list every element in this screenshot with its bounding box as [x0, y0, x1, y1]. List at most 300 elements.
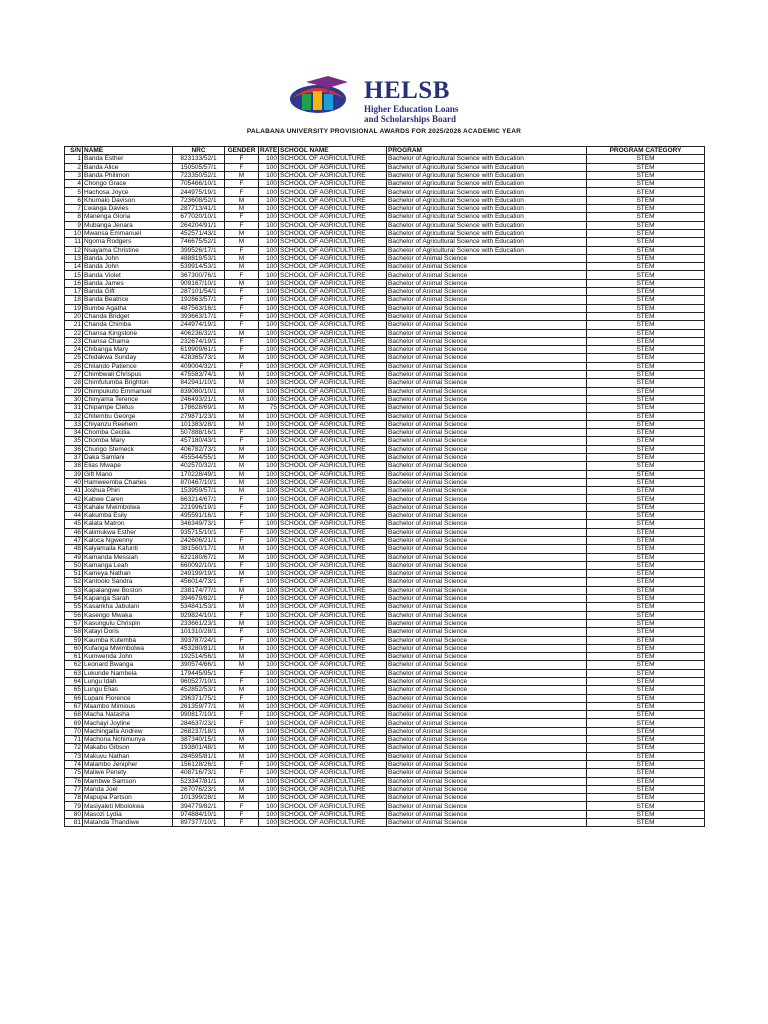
column-header-school-name: SCHOOL NAME	[279, 147, 387, 155]
cell-school-name: SCHOOL OF AGRICULTURE	[279, 420, 387, 428]
cell-school-name: SCHOOL OF AGRICULTURE	[279, 545, 387, 553]
cell-nrc: 495591/16/1	[173, 512, 225, 520]
cell-program-category: STEM	[587, 545, 705, 553]
cell-school-name: SCHOOL OF AGRICULTURE	[279, 254, 387, 262]
cell-name: Malambo Jenipher	[83, 760, 173, 768]
cell-rate: 100	[259, 644, 279, 652]
cell-nrc: 296371/75/1	[173, 694, 225, 702]
cell-sn: 20	[65, 312, 83, 320]
cell-gender: F	[225, 611, 259, 619]
cell-program: Bachelor of Animal Science	[387, 362, 587, 370]
cell-program-category: STEM	[587, 802, 705, 810]
cell-gender: F	[225, 246, 259, 254]
table-row	[65, 487, 705, 495]
cell-program-category: STEM	[587, 362, 705, 370]
cell-school-name: SCHOOL OF AGRICULTURE	[279, 578, 387, 586]
cell-sn: 46	[65, 528, 83, 536]
cell-school-name: SCHOOL OF AGRICULTURE	[279, 470, 387, 478]
cell-rate: 100	[259, 520, 279, 528]
cell-rate: 100	[259, 553, 279, 561]
cell-program-category: STEM	[587, 644, 705, 652]
cell-rate: 100	[259, 561, 279, 569]
table-row	[65, 288, 705, 296]
cell-program: Bachelor of Animal Science	[387, 702, 587, 710]
cell-program-category: STEM	[587, 553, 705, 561]
cell-name: Lupani Florence	[83, 694, 173, 702]
table-row	[65, 263, 705, 271]
cell-program: Bachelor of Animal Science	[387, 736, 587, 744]
page-title: PALABANA UNIVERSITY PROVISIONAL AWARDS FOR 2025/2026 ACADEMIC YEAR	[246, 128, 522, 135]
cell-nrc: 523347/81/1	[173, 777, 225, 785]
cell-rate: 100	[259, 636, 279, 644]
cell-sn: 54	[65, 595, 83, 603]
cell-program: Bachelor of Animal Science	[387, 553, 587, 561]
cell-program: Bachelor of Animal Science	[387, 288, 587, 296]
cell-rate: 100	[259, 487, 279, 495]
cell-program-category: STEM	[587, 628, 705, 636]
cell-school-name: SCHOOL OF AGRICULTURE	[279, 694, 387, 702]
cell-nrc: 619909/61/1	[173, 346, 225, 354]
cell-program-category: STEM	[587, 412, 705, 420]
table-row	[65, 719, 705, 727]
cell-school-name: SCHOOL OF AGRICULTURE	[279, 478, 387, 486]
cell-name: Hamweemba Charles	[83, 478, 173, 486]
cell-program: Bachelor of Animal Science	[387, 777, 587, 785]
cell-sn: 11	[65, 238, 83, 246]
table-row	[65, 171, 705, 179]
cell-sn: 75	[65, 769, 83, 777]
cell-gender: F	[225, 760, 259, 768]
table-row	[65, 478, 705, 486]
table-row	[65, 271, 705, 279]
table-row	[65, 470, 705, 478]
cell-gender: M	[225, 478, 259, 486]
table-row	[65, 437, 705, 445]
cell-school-name: SCHOOL OF AGRICULTURE	[279, 711, 387, 719]
cell-school-name: SCHOOL OF AGRICULTURE	[279, 329, 387, 337]
table-row	[65, 628, 705, 636]
cell-rate: 100	[259, 420, 279, 428]
cell-program: Bachelor of Animal Science	[387, 429, 587, 437]
cell-sn: 68	[65, 711, 83, 719]
cell-nrc: 622180/67/1	[173, 553, 225, 561]
cell-name: Manenga Gloria	[83, 213, 173, 221]
cell-name: Kasungulu Chrispin	[83, 619, 173, 627]
cell-sn: 16	[65, 279, 83, 287]
cell-nrc: 279871/23/1	[173, 412, 225, 420]
cell-nrc: 284595/81/1	[173, 752, 225, 760]
table-row	[65, 702, 705, 710]
cell-school-name: SCHOOL OF AGRICULTURE	[279, 678, 387, 686]
cell-program: Bachelor of Animal Science	[387, 570, 587, 578]
cell-program: Bachelor of Animal Science	[387, 653, 587, 661]
cell-school-name: SCHOOL OF AGRICULTURE	[279, 180, 387, 188]
cell-nrc: 244974/19/1	[173, 321, 225, 329]
cell-rate: 100	[259, 769, 279, 777]
cell-school-name: SCHOOL OF AGRICULTURE	[279, 387, 387, 395]
cell-sn: 70	[65, 727, 83, 735]
cell-school-name: SCHOOL OF AGRICULTURE	[279, 412, 387, 420]
table-row	[65, 395, 705, 403]
cell-program-category: STEM	[587, 437, 705, 445]
cell-nrc: 488819/53/1	[173, 254, 225, 262]
table-row	[65, 453, 705, 461]
cell-nrc: 534841/53/1	[173, 603, 225, 611]
cell-nrc: 842941/10/1	[173, 379, 225, 387]
cell-nrc: 192514/56/1	[173, 653, 225, 661]
cell-program: Bachelor of Animal Science	[387, 304, 587, 312]
cell-program-category: STEM	[587, 155, 705, 163]
cell-name: Chimfutumba Brighton	[83, 379, 173, 387]
cell-gender: F	[225, 528, 259, 536]
cell-name: Chidakwa Sunday	[83, 354, 173, 362]
cell-nrc: 406236/32/1	[173, 329, 225, 337]
table-row	[65, 213, 705, 221]
cell-program-category: STEM	[587, 578, 705, 586]
cell-rate: 100	[259, 495, 279, 503]
cell-gender: M	[225, 238, 259, 246]
cell-nrc: 367300/76/1	[173, 271, 225, 279]
cell-gender: M	[225, 603, 259, 611]
cell-sn: 31	[65, 404, 83, 412]
cell-program: Bachelor of Animal Science	[387, 495, 587, 503]
cell-program-category: STEM	[587, 312, 705, 320]
cell-school-name: SCHOOL OF AGRICULTURE	[279, 346, 387, 354]
cell-name: Kakumba Esily	[83, 512, 173, 520]
cell-rate: 100	[259, 387, 279, 395]
cell-rate: 100	[259, 362, 279, 370]
cell-nrc: 399526/17/1	[173, 246, 225, 254]
cell-program-category: STEM	[587, 429, 705, 437]
cell-school-name: SCHOOL OF AGRICULTURE	[279, 304, 387, 312]
cell-program-category: STEM	[587, 636, 705, 644]
table-row	[65, 619, 705, 627]
cell-nrc: 475583/74/1	[173, 371, 225, 379]
cell-gender: F	[225, 578, 259, 586]
cell-nrc: 261359/77/1	[173, 702, 225, 710]
cell-program: Bachelor of Animal Science	[387, 271, 587, 279]
cell-nrc: 287713/41/1	[173, 205, 225, 213]
cell-gender: F	[225, 769, 259, 777]
cell-nrc: 677020/10/1	[173, 213, 225, 221]
cell-school-name: SCHOOL OF AGRICULTURE	[279, 603, 387, 611]
cell-program-category: STEM	[587, 205, 705, 213]
cell-nrc: 457180/43/1	[173, 437, 225, 445]
cell-sn: 21	[65, 321, 83, 329]
cell-name: Banda John	[83, 254, 173, 262]
cell-gender: F	[225, 312, 259, 320]
cell-gender: F	[225, 628, 259, 636]
cell-program: Bachelor of Animal Science	[387, 669, 587, 677]
cell-nrc: 150505/57/1	[173, 163, 225, 171]
cell-sn: 43	[65, 503, 83, 511]
cell-rate: 100	[259, 586, 279, 594]
cell-nrc: 823133/52/1	[173, 155, 225, 163]
cell-gender: M	[225, 263, 259, 271]
table-row	[65, 603, 705, 611]
cell-school-name: SCHOOL OF AGRICULTURE	[279, 736, 387, 744]
cell-nrc: 723608/52/1	[173, 196, 225, 204]
cell-program-category: STEM	[587, 819, 705, 827]
cell-program-category: STEM	[587, 453, 705, 461]
cell-gender: F	[225, 271, 259, 279]
cell-school-name: SCHOOL OF AGRICULTURE	[279, 536, 387, 544]
cell-nrc: 246493/21/1	[173, 395, 225, 403]
cell-gender: F	[225, 437, 259, 445]
cell-name: Banda Beatrice	[83, 296, 173, 304]
cell-nrc: 284637/23/1	[173, 719, 225, 727]
cell-sn: 58	[65, 628, 83, 636]
cell-school-name: SCHOOL OF AGRICULTURE	[279, 752, 387, 760]
cell-program-category: STEM	[587, 727, 705, 735]
cell-program: Bachelor of Animal Science	[387, 412, 587, 420]
cell-school-name: SCHOOL OF AGRICULTURE	[279, 288, 387, 296]
cell-program-category: STEM	[587, 769, 705, 777]
table-row	[65, 429, 705, 437]
cell-name: Kaloca Ngwenny	[83, 536, 173, 544]
column-header-gender: GENDER	[225, 147, 259, 155]
table-row	[65, 810, 705, 818]
cell-sn: 80	[65, 810, 83, 818]
cell-rate: 100	[259, 271, 279, 279]
cell-sn: 44	[65, 512, 83, 520]
cell-program-category: STEM	[587, 304, 705, 312]
cell-nrc: 101399/28/1	[173, 794, 225, 802]
cell-gender: F	[225, 188, 259, 196]
cell-nrc: 897377/10/1	[173, 819, 225, 827]
cell-nrc: 487563/16/1	[173, 304, 225, 312]
cell-rate: 100	[259, 653, 279, 661]
cell-rate: 100	[259, 578, 279, 586]
cell-school-name: SCHOOL OF AGRICULTURE	[279, 453, 387, 461]
cell-program: Bachelor of Animal Science	[387, 619, 587, 627]
cell-program: Bachelor of Animal Science	[387, 470, 587, 478]
cell-school-name: SCHOOL OF AGRICULTURE	[279, 445, 387, 453]
cell-name: Kalyamaila Kafunti	[83, 545, 173, 553]
cell-gender: F	[225, 503, 259, 511]
cell-program-category: STEM	[587, 354, 705, 362]
cell-program-category: STEM	[587, 520, 705, 528]
cell-name: Mapupa Partson	[83, 794, 173, 802]
table-header-row	[65, 147, 705, 155]
cell-program-category: STEM	[587, 445, 705, 453]
cell-gender: F	[225, 802, 259, 810]
logo-tagline-2: and Scholarships Board	[364, 114, 457, 124]
table-row	[65, 205, 705, 213]
cell-program: Bachelor of Animal Science	[387, 628, 587, 636]
cell-program-category: STEM	[587, 246, 705, 254]
column-header-program: PROGRAM	[387, 147, 587, 155]
cell-program-category: STEM	[587, 678, 705, 686]
cell-program: Bachelor of Animal Science	[387, 329, 587, 337]
cell-sn: 38	[65, 462, 83, 470]
cell-name: Machayi Joyline	[83, 719, 173, 727]
cell-name: Masiyaleti Mbolokwa	[83, 802, 173, 810]
cell-program-category: STEM	[587, 611, 705, 619]
table-row	[65, 736, 705, 744]
cell-program-category: STEM	[587, 736, 705, 744]
cell-sn: 8	[65, 213, 83, 221]
cell-program-category: STEM	[587, 785, 705, 793]
table-row	[65, 528, 705, 536]
cell-name: Banda Philimon	[83, 171, 173, 179]
cell-name: Gift Mano	[83, 470, 173, 478]
cell-rate: 100	[259, 321, 279, 329]
cell-program: Bachelor of Animal Science	[387, 545, 587, 553]
cell-school-name: SCHOOL OF AGRICULTURE	[279, 495, 387, 503]
cell-name: Chomba Cecilia	[83, 429, 173, 437]
column-header-nrc: NRC	[173, 147, 225, 155]
cell-rate: 100	[259, 694, 279, 702]
cell-rate: 100	[259, 213, 279, 221]
cell-sn: 57	[65, 619, 83, 627]
table-row	[65, 669, 705, 677]
cell-nrc: 233661/23/1	[173, 619, 225, 627]
cell-sn: 1	[65, 155, 83, 163]
cell-program: Bachelor of Animal Science	[387, 462, 587, 470]
cell-gender: F	[225, 678, 259, 686]
logo-tagline-1: Higher Education Loans	[364, 104, 459, 114]
cell-gender: M	[225, 545, 259, 553]
cell-program-category: STEM	[587, 395, 705, 403]
cell-name: Chongo Grace	[83, 180, 173, 188]
cell-program-category: STEM	[587, 711, 705, 719]
cell-program: Bachelor of Animal Science	[387, 603, 587, 611]
cell-rate: 100	[259, 810, 279, 818]
cell-sn: 32	[65, 412, 83, 420]
cell-program-category: STEM	[587, 561, 705, 569]
cell-sn: 63	[65, 669, 83, 677]
cell-school-name: SCHOOL OF AGRICULTURE	[279, 719, 387, 727]
cell-program: Bachelor of Animal Science	[387, 644, 587, 652]
cell-nrc: 452852/53/1	[173, 686, 225, 694]
cell-rate: 100	[259, 453, 279, 461]
cell-nrc: 746675/52/1	[173, 238, 225, 246]
cell-rate: 100	[259, 329, 279, 337]
cell-school-name: SCHOOL OF AGRICULTURE	[279, 487, 387, 495]
cell-sn: 10	[65, 229, 83, 237]
cell-sn: 23	[65, 337, 83, 345]
cell-gender: F	[225, 711, 259, 719]
table-row	[65, 570, 705, 578]
cell-nrc: 264204/91/1	[173, 221, 225, 229]
cell-program-category: STEM	[587, 603, 705, 611]
cell-rate: 100	[259, 595, 279, 603]
cell-program-category: STEM	[587, 669, 705, 677]
cell-program-category: STEM	[587, 586, 705, 594]
table-row	[65, 819, 705, 827]
cell-sn: 5	[65, 188, 83, 196]
cell-sn: 19	[65, 304, 83, 312]
cell-gender: F	[225, 304, 259, 312]
cell-school-name: SCHOOL OF AGRICULTURE	[279, 570, 387, 578]
cell-program: Bachelor of Animal Science	[387, 379, 587, 387]
cell-program-category: STEM	[587, 221, 705, 229]
column-header-program-category: PROGRAM CATEGORY	[587, 147, 705, 155]
cell-rate: 100	[259, 346, 279, 354]
cell-school-name: SCHOOL OF AGRICULTURE	[279, 271, 387, 279]
cell-sn: 9	[65, 221, 83, 229]
cell-program-category: STEM	[587, 744, 705, 752]
cell-name: Kapalangwe Boston	[83, 586, 173, 594]
cell-sn: 41	[65, 487, 83, 495]
cell-rate: 100	[259, 785, 279, 793]
cell-program: Bachelor of Animal Science	[387, 810, 587, 818]
cell-gender: M	[225, 794, 259, 802]
cell-gender: F	[225, 346, 259, 354]
column-header-rate: RATE	[260, 147, 278, 155]
table-row	[65, 794, 705, 802]
cell-program-category: STEM	[587, 752, 705, 760]
table-row	[65, 545, 705, 553]
cell-rate: 100	[259, 205, 279, 213]
cell-school-name: SCHOOL OF AGRICULTURE	[279, 553, 387, 561]
cell-program-category: STEM	[587, 238, 705, 246]
cell-gender: M	[225, 205, 259, 213]
cell-name: Chanda Bridget	[83, 312, 173, 320]
cell-gender: F	[225, 636, 259, 644]
cell-program-category: STEM	[587, 777, 705, 785]
cell-program-category: STEM	[587, 512, 705, 520]
cell-name: Mwansa Emmanuel	[83, 229, 173, 237]
cell-name: Kamanda Messiah	[83, 553, 173, 561]
cell-sn: 14	[65, 263, 83, 271]
cell-sn: 69	[65, 719, 83, 727]
table-row	[65, 238, 705, 246]
cell-rate: 100	[259, 545, 279, 553]
cell-sn: 17	[65, 288, 83, 296]
cell-gender: M	[225, 229, 259, 237]
table-row	[65, 777, 705, 785]
cell-nrc: 974884/10/1	[173, 810, 225, 818]
cell-nrc: 990817/10/1	[173, 711, 225, 719]
cell-school-name: SCHOOL OF AGRICULTURE	[279, 263, 387, 271]
cell-name: Banda Esther	[83, 155, 173, 163]
cell-program: Bachelor of Animal Science	[387, 752, 587, 760]
cell-school-name: SCHOOL OF AGRICULTURE	[279, 528, 387, 536]
cell-name: Maliwe Penety	[83, 769, 173, 777]
cell-nrc: 909167/10/1	[173, 279, 225, 287]
cell-name: Chitembu George	[83, 412, 173, 420]
cell-program: Bachelor of Animal Science	[387, 678, 587, 686]
cell-gender: F	[225, 213, 259, 221]
cell-name: Macha Natasha	[83, 711, 173, 719]
cell-program: Bachelor of Animal Science	[387, 371, 587, 379]
cell-sn: 56	[65, 611, 83, 619]
table-row	[65, 312, 705, 320]
cell-gender: M	[225, 661, 259, 669]
cell-name: Makabu Gibson	[83, 744, 173, 752]
cell-nrc: 870467/10/1	[173, 478, 225, 486]
cell-program: Bachelor of Animal Science	[387, 802, 587, 810]
cell-rate: 100	[259, 686, 279, 694]
cell-nrc: 507888/16/1	[173, 429, 225, 437]
cell-program: Bachelor of Animal Science	[387, 296, 587, 304]
cell-program: Bachelor of Animal Science	[387, 661, 587, 669]
cell-sn: 67	[65, 702, 83, 710]
cell-school-name: SCHOOL OF AGRICULTURE	[279, 279, 387, 287]
cell-school-name: SCHOOL OF AGRICULTURE	[279, 296, 387, 304]
cell-program-category: STEM	[587, 321, 705, 329]
cell-gender: M	[225, 387, 259, 395]
cell-nrc: 394679/82/1	[173, 595, 225, 603]
cell-program: Bachelor of Animal Science	[387, 719, 587, 727]
cell-nrc: 238174/77/1	[173, 586, 225, 594]
cell-nrc: 101383/28/1	[173, 420, 225, 428]
cell-school-name: SCHOOL OF AGRICULTURE	[279, 163, 387, 171]
cell-name: Kabwe Caren	[83, 495, 173, 503]
cell-program: Bachelor of Animal Science	[387, 387, 587, 395]
